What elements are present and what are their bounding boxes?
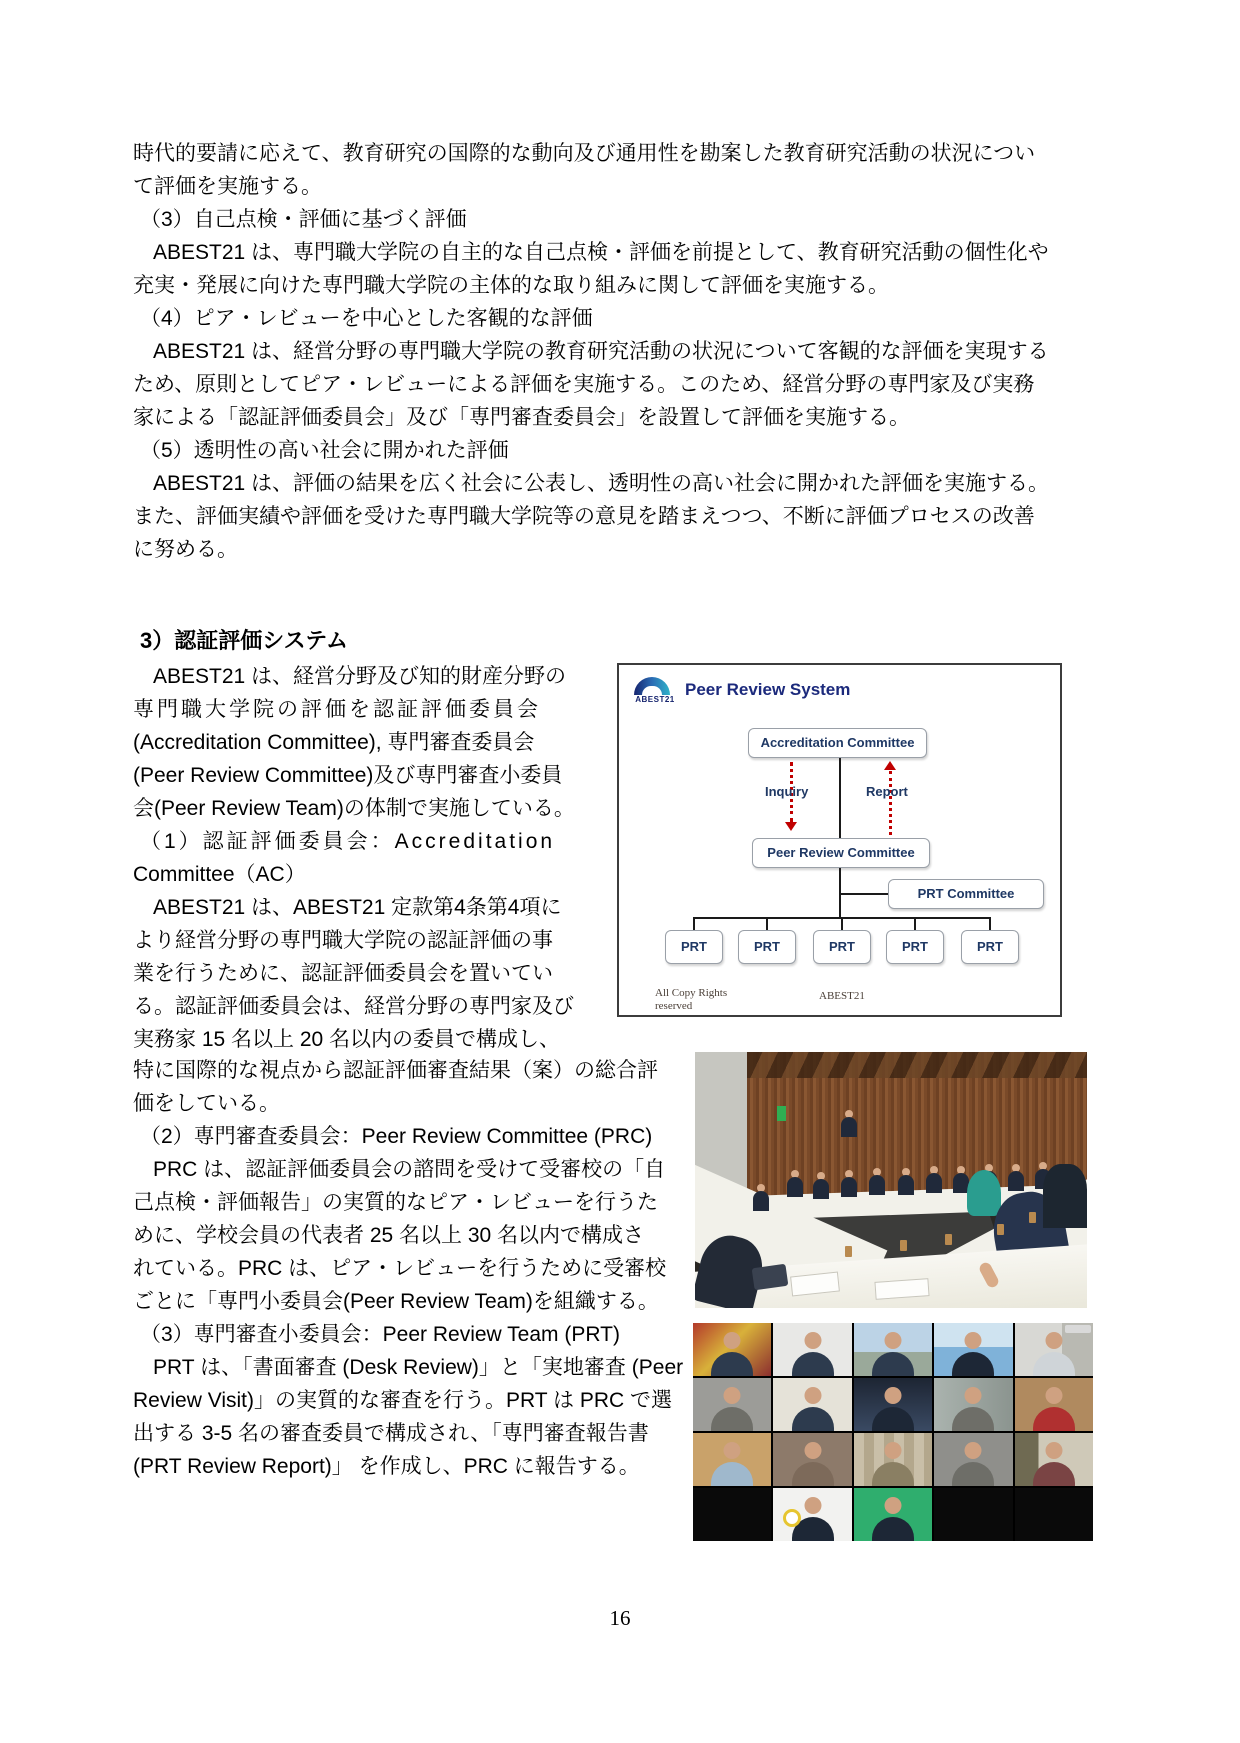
- participant-tile: [854, 1323, 932, 1376]
- text-line: Committee（AC）: [133, 863, 306, 886]
- participant-tile: [854, 1488, 932, 1541]
- abest21-logo-text: ABEST21: [635, 695, 675, 704]
- person-silhouette: [934, 1378, 1012, 1431]
- text-line: ABEST21 は、評価の結果を広く社会に公表し、透明性の高い社会に開かれた評価を実施する。: [153, 472, 1050, 495]
- text-line: 特に国際的な視点から認証評価審査結果（案）の総合評: [133, 1059, 658, 1082]
- section-left-column: [133, 660, 578, 1056]
- text-line: (PRT Review Report)」 を作成し、PRC に報告する。: [133, 1455, 640, 1478]
- view-control[interactable]: [1065, 1325, 1091, 1333]
- text-line: より経営分野の専門職大学院の認証評価の事: [133, 929, 553, 952]
- text-line: （4）ピア・レビューを中心とした客観的な評価: [140, 307, 593, 330]
- report-label: Report: [866, 784, 908, 799]
- photo-detail: [845, 1246, 852, 1257]
- person-silhouette: [854, 1378, 932, 1431]
- text-line: 専門職大学院の評価を認証評価委員会: [133, 698, 541, 721]
- report-arrow: [889, 771, 892, 835]
- text-line: ため、原則としてピア・レビューによる評価を実施する。このため、経営分野の専門家及び実務: [133, 373, 1035, 396]
- participant-tile: [854, 1378, 932, 1431]
- text-line: (Peer Review Committee)及び専門審査小委員: [133, 764, 563, 787]
- inquiry-label: Inquiry: [765, 784, 809, 799]
- participant-tile: [693, 1433, 771, 1486]
- participant-tile: [693, 1323, 771, 1376]
- text-line: （2）専門審査委員会：Peer Review Committee (PRC): [140, 1125, 653, 1148]
- prt-box: PRT: [961, 930, 1019, 964]
- abest21-logo-wave-icon: [634, 677, 670, 695]
- photo-detail: [841, 1170, 857, 1198]
- participant-tile: [773, 1433, 851, 1486]
- peer-review-committee-box: Peer Review Committee: [752, 838, 930, 868]
- participant-tile: [934, 1378, 1012, 1431]
- photo-detail: [1008, 1164, 1024, 1192]
- person-silhouette: [854, 1433, 932, 1486]
- meeting-photo: [695, 1052, 1087, 1308]
- participant-tile: [1015, 1433, 1093, 1486]
- prt-committee-box: PRT Committee: [888, 879, 1044, 909]
- text-line: 充実・発展に向けた専門職大学院の主体的な取り組みに関して評価を実施する。: [133, 274, 889, 297]
- photo-detail: [874, 1278, 929, 1300]
- photo-detail: [967, 1170, 1001, 1216]
- intro-paragraphs: [133, 137, 1128, 566]
- text-line: 業を行うために、認証評価委員会を置いてい: [133, 962, 553, 985]
- text-line: PRC は、認証評価委員会の諮問を受けて受審校の「自: [153, 1158, 666, 1181]
- connector-line: [914, 917, 916, 930]
- text-line: 己点検・評価報告」の実質的なピア・レビューを行うた: [133, 1191, 658, 1214]
- prt-box: PRT: [738, 930, 796, 964]
- photo-detail: [753, 1184, 769, 1212]
- abest21-logo: [631, 677, 679, 711]
- report-arrowhead-icon: [884, 761, 896, 770]
- page-number: 16: [609, 1606, 631, 1630]
- participant-tile: [934, 1433, 1012, 1486]
- photo-detail: [787, 1170, 803, 1198]
- videoconference-photo: [693, 1323, 1093, 1541]
- person-silhouette: [693, 1323, 771, 1376]
- text-line: 出する 3-5 名の審査委員で構成され、「専門審査報告書: [133, 1422, 649, 1445]
- text-line: 実務家 15 名以上 20 名以内の委員で構成し、: [133, 1028, 561, 1051]
- connector-line: [693, 917, 695, 930]
- participant-tile: [1015, 1488, 1093, 1541]
- participant-tile: [934, 1323, 1012, 1376]
- text-line: 家による「認証評価委員会」及び「専門審査委員会」を設置して評価を実施する。: [133, 406, 910, 429]
- connector-line: [841, 917, 843, 930]
- text-line: 会(Peer Review Team)の体制で実施している。: [133, 797, 575, 820]
- text-line: て評価を実施する。: [133, 175, 322, 198]
- connector-line: [839, 758, 841, 838]
- photo-detail: [900, 1240, 907, 1251]
- participant-tile: [693, 1378, 771, 1431]
- text-line: （1）認証評価委員会：Accreditation: [140, 830, 556, 853]
- person-silhouette: [773, 1433, 851, 1486]
- section-heading: 3）認証評価システム: [140, 628, 349, 653]
- peer-review-system-diagram: [617, 663, 1062, 1017]
- person-silhouette: [934, 1323, 1012, 1376]
- text-line: ABEST21 は、経営分野の専門職大学院の教育研究活動の状況について客観的な評価を実現する: [153, 340, 1049, 363]
- text-line: ごとに「専門小委員会(Peer Review Team)を組織する。: [133, 1290, 659, 1313]
- text-line: また、評価実績や評価を受けた専門職大学院等の意見を踏まえつつ、不断に評価プロセスの改善: [133, 505, 1035, 528]
- person-silhouette: [854, 1488, 932, 1541]
- diagram-title: Peer Review System: [685, 680, 851, 699]
- photo-detail: [898, 1168, 914, 1196]
- connector-line: [989, 917, 991, 930]
- photo-detail: [869, 1168, 885, 1196]
- accreditation-committee-box: Accreditation Committee: [748, 728, 927, 758]
- text-line: （3）専門審査小委員会：Peer Review Team (PRT): [140, 1323, 620, 1346]
- participant-tile: [1015, 1323, 1093, 1376]
- diagram-copyright: [655, 987, 727, 1013]
- participant-tile: [934, 1488, 1012, 1541]
- participant-tile: [773, 1378, 851, 1431]
- participant-tile: [773, 1488, 851, 1541]
- photo-detail: [777, 1106, 786, 1121]
- section-wide-column: [133, 1054, 684, 1483]
- prt-box: PRT: [665, 930, 723, 964]
- participant-tile: [1015, 1378, 1093, 1431]
- text-line: ABEST21 は、ABEST21 定款第4条第4項に: [153, 896, 562, 919]
- person-silhouette: [693, 1378, 771, 1431]
- photo-detail: [997, 1224, 1004, 1235]
- text-line: 価をしている。: [133, 1092, 280, 1115]
- text-line: Review Visit)」の実質的な審査を行う。PRT は PRC で選: [133, 1389, 673, 1412]
- photo-detail: [813, 1172, 829, 1200]
- photo-detail: [752, 1264, 789, 1291]
- participant-tile: [693, 1488, 771, 1541]
- person-silhouette: [1015, 1378, 1093, 1431]
- text-line: れている。PRC は、ピア・レビューを行うために受審校: [133, 1257, 667, 1280]
- connector-line: [839, 893, 888, 895]
- connector-line: [766, 917, 768, 930]
- text-line: ABEST21 は、専門職大学院の自主的な自己点検・評価を前提として、教育研究活動の個性化や: [153, 241, 1049, 264]
- text-line: 時代的要請に応えて、教育研究の国際的な動向及び通用性を勘案した教育研究活動の状況につい: [133, 142, 1036, 165]
- person-silhouette: [854, 1323, 932, 1376]
- prt-box: PRT: [886, 930, 944, 964]
- photo-detail: [841, 1110, 857, 1154]
- text-line: （3）自己点検・評価に基づく評価: [140, 208, 467, 231]
- text-line: (Accreditation Committee), 専門審査委員会: [133, 731, 535, 754]
- person-silhouette: [934, 1433, 1012, 1486]
- participant-tile: [773, 1323, 851, 1376]
- text-line: めに、学校会員の代表者 25 名以上 30 名以内で構成さ: [133, 1224, 645, 1247]
- text-line: ABEST21 は、経営分野及び知的財産分野の: [153, 665, 567, 688]
- person-silhouette: [773, 1378, 851, 1431]
- copyright-line: reserved: [655, 1000, 693, 1012]
- photo-detail: [747, 1052, 1087, 1078]
- inquiry-arrowhead-icon: [785, 822, 797, 831]
- person-silhouette: [1015, 1433, 1093, 1486]
- text-line: る。認証評価委員会は、経営分野の専門家及び: [133, 995, 574, 1018]
- text-line: に努める。: [133, 538, 238, 561]
- person-silhouette: [693, 1433, 771, 1486]
- photo-detail: [1043, 1164, 1087, 1228]
- participant-tile: [854, 1433, 932, 1486]
- text-line: PRT は、「書面審査 (Desk Review)」と「実地審査 (Peer: [153, 1356, 684, 1379]
- copyright-line: All Copy Rights: [655, 987, 728, 999]
- prt-box: PRT: [813, 930, 871, 964]
- diagram-footer-abest21: ABEST21: [819, 990, 865, 1002]
- person-silhouette: [773, 1323, 851, 1376]
- text-line: （5）透明性の高い社会に開かれた評価: [140, 439, 509, 462]
- photo-detail: [1029, 1212, 1036, 1223]
- photo-detail: [945, 1234, 952, 1245]
- photo-detail: [926, 1166, 942, 1194]
